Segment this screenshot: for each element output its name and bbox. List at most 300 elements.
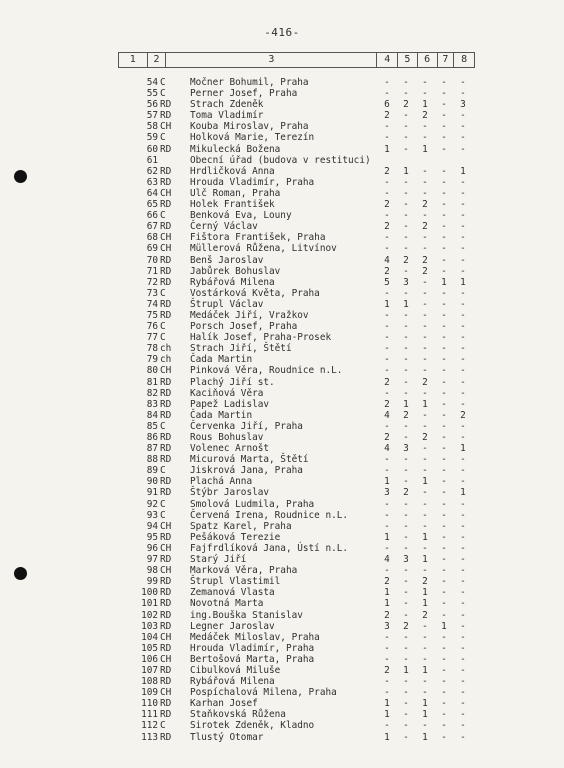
row-col-5: -: [403, 498, 409, 510]
row-code: CH: [160, 121, 172, 133]
row-code: C: [160, 321, 166, 333]
row-col-6: -: [422, 687, 428, 699]
row-col-4: 2: [384, 576, 390, 588]
row-col-8: -: [460, 509, 466, 521]
table-row: [118, 266, 478, 277]
row-number: 62: [146, 165, 158, 177]
row-col-8: -: [460, 132, 466, 144]
row-name: Halík Josef, Praha-Prosek: [190, 332, 332, 344]
row-col-4: -: [384, 332, 390, 344]
table-row: [118, 177, 478, 188]
row-col-8: -: [460, 88, 466, 100]
row-col-6: -: [422, 565, 428, 577]
row-code: RD: [160, 432, 172, 443]
row-col-6: -: [422, 409, 428, 421]
row-col-7: -: [441, 576, 447, 588]
row-col-8: -: [460, 698, 466, 710]
row-col-5: -: [403, 88, 409, 100]
row-number: 70: [146, 254, 158, 266]
row-col-8: -: [460, 365, 466, 377]
table-row: [118, 521, 478, 532]
row-code: CH: [160, 365, 172, 377]
row-col-6: 1: [422, 143, 428, 155]
table-row: [118, 654, 478, 665]
row-col-7: -: [441, 687, 447, 699]
row-col-4: 1: [384, 709, 390, 721]
table-row: [118, 210, 478, 221]
row-col-8: -: [460, 531, 466, 543]
table-row: [118, 598, 478, 609]
row-col-4: 1: [384, 598, 390, 610]
row-col-4: -: [384, 321, 390, 333]
row-col-7: -: [441, 465, 447, 477]
table-row: [118, 476, 478, 487]
table-row: [118, 343, 478, 354]
row-col-6: 1: [422, 709, 428, 721]
row-code: C: [160, 332, 166, 344]
row-code: CH: [160, 653, 172, 665]
row-col-4: 2: [384, 265, 390, 277]
row-col-5: -: [403, 454, 409, 466]
row-col-5: -: [403, 143, 409, 155]
row-col-5: -: [403, 720, 409, 732]
table-row: [118, 99, 478, 110]
row-number: 54: [146, 77, 158, 88]
row-col-5: -: [403, 187, 409, 199]
header-col-7: 7: [438, 53, 455, 67]
row-number: 72: [146, 276, 158, 288]
row-col-8: -: [460, 287, 466, 299]
row-col-6: 1: [422, 731, 428, 743]
row-number: 107: [141, 664, 158, 676]
row-col-7: -: [441, 565, 447, 577]
row-col-8: -: [460, 598, 466, 610]
row-col-6: 1: [422, 664, 428, 676]
table-row: [118, 121, 478, 132]
row-number: 56: [146, 99, 158, 111]
row-code: CH: [160, 187, 172, 199]
row-col-8: -: [460, 298, 466, 310]
row-number: 59: [146, 132, 158, 144]
row-number: 98: [146, 565, 158, 577]
row-code: CH: [160, 243, 172, 255]
row-col-5: -: [403, 265, 409, 277]
row-col-4: -: [384, 542, 390, 554]
row-name: Plachý Jiří st.: [190, 376, 275, 388]
row-col-6: 2: [422, 576, 428, 588]
row-col-7: -: [441, 554, 447, 566]
table-row: [118, 421, 478, 432]
table-row: [118, 554, 478, 565]
table-row: [118, 732, 478, 743]
row-col-6: -: [422, 88, 428, 100]
row-code: CH: [160, 520, 172, 532]
table-row: [118, 576, 478, 587]
row-col-8: -: [460, 332, 466, 344]
row-col-6: 1: [422, 554, 428, 566]
row-col-8: 1: [460, 443, 466, 455]
table-row: [118, 88, 478, 99]
row-col-8: -: [460, 731, 466, 743]
table-row: [118, 632, 478, 643]
table-row: [118, 565, 478, 576]
row-code: RD: [160, 309, 172, 321]
row-name: Spatz Karel, Praha: [190, 520, 292, 532]
row-col-8: -: [460, 77, 466, 88]
row-name: Holková Marie, Terezín: [190, 132, 315, 144]
row-col-5: -: [403, 121, 409, 133]
table-row: [118, 532, 478, 543]
row-name: Rybářová Milena: [190, 676, 275, 688]
row-name: Tlustý Otomar: [190, 731, 264, 743]
row-col-5: 1: [403, 664, 409, 676]
punch-hole-icon: [14, 170, 27, 183]
table-row: [118, 610, 478, 621]
row-col-6: 2: [422, 221, 428, 233]
row-col-4: -: [384, 343, 390, 355]
table-row: [118, 277, 478, 288]
row-col-7: -: [441, 454, 447, 466]
row-col-6: -: [422, 465, 428, 477]
row-code: CH: [160, 631, 172, 643]
row-code: RD: [160, 99, 172, 111]
row-col-4: 2: [384, 165, 390, 177]
row-name: Jabůrek Bohuslav: [190, 265, 281, 277]
row-col-7: -: [441, 298, 447, 310]
row-code: RD: [160, 698, 172, 710]
row-col-5: 3: [403, 276, 409, 288]
row-col-7: 1: [441, 620, 447, 632]
row-col-5: -: [403, 309, 409, 321]
row-code: C: [160, 77, 166, 88]
row-number: 81: [146, 376, 158, 388]
row-code: RD: [160, 676, 172, 688]
row-number: 61: [146, 154, 158, 166]
row-col-4: -: [384, 454, 390, 466]
row-col-4: 2: [384, 221, 390, 233]
punch-hole-icon: [14, 567, 27, 580]
row-code: CH: [160, 232, 172, 244]
row-name: Hrouda Vladimír, Praha: [190, 642, 315, 654]
row-name: Staňkovská Růžena: [190, 709, 286, 721]
row-col-4: 2: [384, 432, 390, 443]
row-name: Rybářová Milena: [190, 276, 275, 288]
row-number: 84: [146, 409, 158, 421]
row-col-8: -: [460, 676, 466, 688]
row-number: 105: [141, 642, 158, 654]
row-col-8: -: [460, 243, 466, 255]
row-col-7: -: [441, 221, 447, 233]
row-col-4: 5: [384, 276, 390, 288]
header-col-3: 3: [166, 53, 377, 67]
row-col-5: -: [403, 587, 409, 599]
row-number: 57: [146, 110, 158, 122]
row-number: 95: [146, 531, 158, 543]
row-col-5: -: [403, 698, 409, 710]
row-code: RD: [160, 221, 172, 233]
row-col-8: -: [460, 387, 466, 399]
table-row: [118, 188, 478, 199]
row-col-4: 2: [384, 110, 390, 122]
row-col-6: -: [422, 121, 428, 133]
row-code: RD: [160, 176, 172, 188]
row-col-4: 4: [384, 554, 390, 566]
row-col-7: -: [441, 343, 447, 355]
row-number: 73: [146, 287, 158, 299]
row-col-6: -: [422, 243, 428, 255]
row-number: 100: [141, 587, 158, 599]
row-name: Micurová Marta, Štětí: [190, 454, 309, 466]
row-col-8: -: [460, 587, 466, 599]
row-code: C: [160, 210, 166, 222]
row-col-5: 2: [403, 409, 409, 421]
header-col-1: 1: [119, 53, 148, 67]
table-row: [118, 443, 478, 454]
row-col-7: -: [441, 398, 447, 410]
header-col-4: 4: [377, 53, 398, 67]
table-row: [118, 132, 478, 143]
row-number: 108: [141, 676, 158, 688]
row-col-7: -: [441, 254, 447, 266]
row-number: 79: [146, 354, 158, 366]
table-row: [118, 299, 478, 310]
row-col-5: -: [403, 653, 409, 665]
row-number: 94: [146, 520, 158, 532]
row-code: C: [160, 509, 166, 521]
row-name: Plachá Anna: [190, 476, 253, 488]
row-number: 93: [146, 509, 158, 521]
row-code: RD: [160, 376, 172, 388]
row-col-5: 1: [403, 298, 409, 310]
row-code: CH: [160, 542, 172, 554]
row-col-6: 2: [422, 254, 428, 266]
row-col-6: 2: [422, 609, 428, 621]
row-col-5: -: [403, 576, 409, 588]
row-name: Strach Jiří, Štětí: [190, 343, 292, 355]
table-row: [118, 487, 478, 498]
row-name: Sirotek Zdeněk, Kladno: [190, 720, 315, 732]
row-col-7: -: [441, 265, 447, 277]
row-col-4: -: [384, 176, 390, 188]
row-number: 66: [146, 210, 158, 222]
row-col-5: 1: [403, 398, 409, 410]
row-col-6: 1: [422, 598, 428, 610]
row-col-8: -: [460, 309, 466, 321]
row-col-4: -: [384, 687, 390, 699]
row-name: Kouba Miroslav, Praha: [190, 121, 309, 133]
row-name: Papež Ladislav: [190, 398, 270, 410]
row-col-5: 2: [403, 99, 409, 111]
row-col-6: 2: [422, 376, 428, 388]
row-col-6: 2: [422, 265, 428, 277]
row-col-5: -: [403, 199, 409, 211]
row-number: 104: [141, 631, 158, 643]
row-col-6: 1: [422, 398, 428, 410]
row-number: 82: [146, 387, 158, 399]
row-col-8: -: [460, 110, 466, 122]
row-col-7: -: [441, 376, 447, 388]
row-col-8: -: [460, 631, 466, 643]
row-name: Kaciňová Věra: [190, 387, 264, 399]
row-col-8: -: [460, 254, 466, 266]
row-col-4: -: [384, 365, 390, 377]
row-col-7: -: [441, 609, 447, 621]
row-col-4: -: [384, 465, 390, 477]
row-number: 110: [141, 698, 158, 710]
row-col-7: -: [441, 443, 447, 455]
row-name: Fajfrdlíková Jana, Ústí n.L.: [190, 542, 349, 554]
table-row: [118, 399, 478, 410]
table-row: [118, 377, 478, 388]
row-col-6: 1: [422, 698, 428, 710]
row-col-8: -: [460, 420, 466, 432]
row-col-8: -: [460, 398, 466, 410]
row-col-7: -: [441, 143, 447, 155]
row-col-6: -: [422, 165, 428, 177]
row-col-6: -: [422, 77, 428, 88]
row-col-7: -: [441, 165, 447, 177]
table-row: [118, 232, 478, 243]
row-col-5: -: [403, 110, 409, 122]
row-col-5: 2: [403, 620, 409, 632]
row-name: Čada Martin: [190, 409, 253, 421]
row-col-5: -: [403, 598, 409, 610]
row-col-7: -: [441, 187, 447, 199]
row-col-5: -: [403, 731, 409, 743]
row-col-5: -: [403, 676, 409, 688]
row-col-8: -: [460, 321, 466, 333]
row-col-6: -: [422, 420, 428, 432]
row-col-7: -: [441, 321, 447, 333]
row-col-4: -: [384, 387, 390, 399]
row-code: RD: [160, 709, 172, 721]
row-col-8: -: [460, 642, 466, 654]
row-name: Pinková Věra, Roudnice n.L.: [190, 365, 343, 377]
row-name: Černý Václav: [190, 221, 258, 233]
row-col-6: -: [422, 210, 428, 222]
row-col-4: -: [384, 309, 390, 321]
row-name: Čada Martin: [190, 354, 253, 366]
row-code: CH: [160, 565, 172, 577]
row-col-6: -: [422, 720, 428, 732]
row-col-4: 1: [384, 531, 390, 543]
table-row: [118, 432, 478, 443]
row-col-4: -: [384, 420, 390, 432]
row-col-4: 2: [384, 376, 390, 388]
row-col-5: 2: [403, 254, 409, 266]
row-col-6: -: [422, 354, 428, 366]
row-number: 103: [141, 620, 158, 632]
row-col-8: -: [460, 199, 466, 211]
row-col-5: -: [403, 709, 409, 721]
row-col-7: -: [441, 121, 447, 133]
row-code: RD: [160, 598, 172, 610]
row-col-5: -: [403, 531, 409, 543]
row-col-4: 3: [384, 487, 390, 499]
row-name: Novotná Marta: [190, 598, 264, 610]
row-code: RD: [160, 587, 172, 599]
row-number: 76: [146, 321, 158, 333]
row-code: RD: [160, 443, 172, 455]
row-col-8: -: [460, 576, 466, 588]
row-col-6: -: [422, 332, 428, 344]
row-col-5: -: [403, 343, 409, 355]
row-col-7: -: [441, 498, 447, 510]
row-col-4: 3: [384, 620, 390, 632]
row-col-8: -: [460, 376, 466, 388]
row-col-5: -: [403, 476, 409, 488]
row-name: Bertošová Marta, Praha: [190, 653, 315, 665]
row-number: 74: [146, 298, 158, 310]
row-col-6: -: [422, 631, 428, 643]
row-name: Toma Vladimír: [190, 110, 264, 122]
row-name: Cibulková Miluše: [190, 664, 281, 676]
row-col-8: -: [460, 265, 466, 277]
row-col-8: 1: [460, 487, 466, 499]
row-code: RD: [160, 409, 172, 421]
row-col-8: 1: [460, 276, 466, 288]
row-col-5: -: [403, 321, 409, 333]
row-col-7: -: [441, 531, 447, 543]
row-col-7: -: [441, 676, 447, 688]
row-col-6: -: [422, 365, 428, 377]
row-col-7: -: [441, 631, 447, 643]
row-col-6: -: [422, 321, 428, 333]
row-name: Vostárková Květa, Praha: [190, 287, 320, 299]
row-col-7: -: [441, 387, 447, 399]
row-col-4: -: [384, 121, 390, 133]
row-col-4: -: [384, 498, 390, 510]
row-code: C: [160, 720, 166, 732]
row-code: RD: [160, 476, 172, 488]
row-col-8: -: [460, 653, 466, 665]
row-name: Volenec Arnošt: [190, 443, 270, 455]
row-col-6: -: [422, 176, 428, 188]
table-row: [118, 110, 478, 121]
row-col-5: -: [403, 132, 409, 144]
row-col-7: -: [441, 487, 447, 499]
row-col-5: -: [403, 520, 409, 532]
row-name: Legner Jaroslav: [190, 620, 275, 632]
row-col-7: -: [441, 110, 447, 122]
table-row: [118, 310, 478, 321]
row-col-4: 1: [384, 587, 390, 599]
row-code: C: [160, 498, 166, 510]
row-col-5: -: [403, 365, 409, 377]
row-name: Červenka Jiří, Praha: [190, 420, 303, 432]
table-row: [118, 354, 478, 365]
row-col-8: -: [460, 121, 466, 133]
row-col-5: -: [403, 565, 409, 577]
row-col-8: -: [460, 720, 466, 732]
row-col-8: -: [460, 476, 466, 488]
table-row: [118, 199, 478, 210]
row-number: 99: [146, 576, 158, 588]
row-name: Marková Věra, Praha: [190, 565, 298, 577]
header-col-5: 5: [398, 53, 418, 67]
table-row: [118, 155, 478, 166]
row-col-5: -: [403, 332, 409, 344]
table-row: [118, 621, 478, 632]
row-col-4: 1: [384, 476, 390, 488]
row-col-6: -: [422, 232, 428, 244]
row-name: Karhan Josef: [190, 698, 258, 710]
row-number: 69: [146, 243, 158, 255]
row-name: Medáček Jiří, Vražkov: [190, 309, 309, 321]
row-col-5: -: [403, 642, 409, 654]
row-number: 91: [146, 487, 158, 499]
row-col-6: -: [422, 542, 428, 554]
